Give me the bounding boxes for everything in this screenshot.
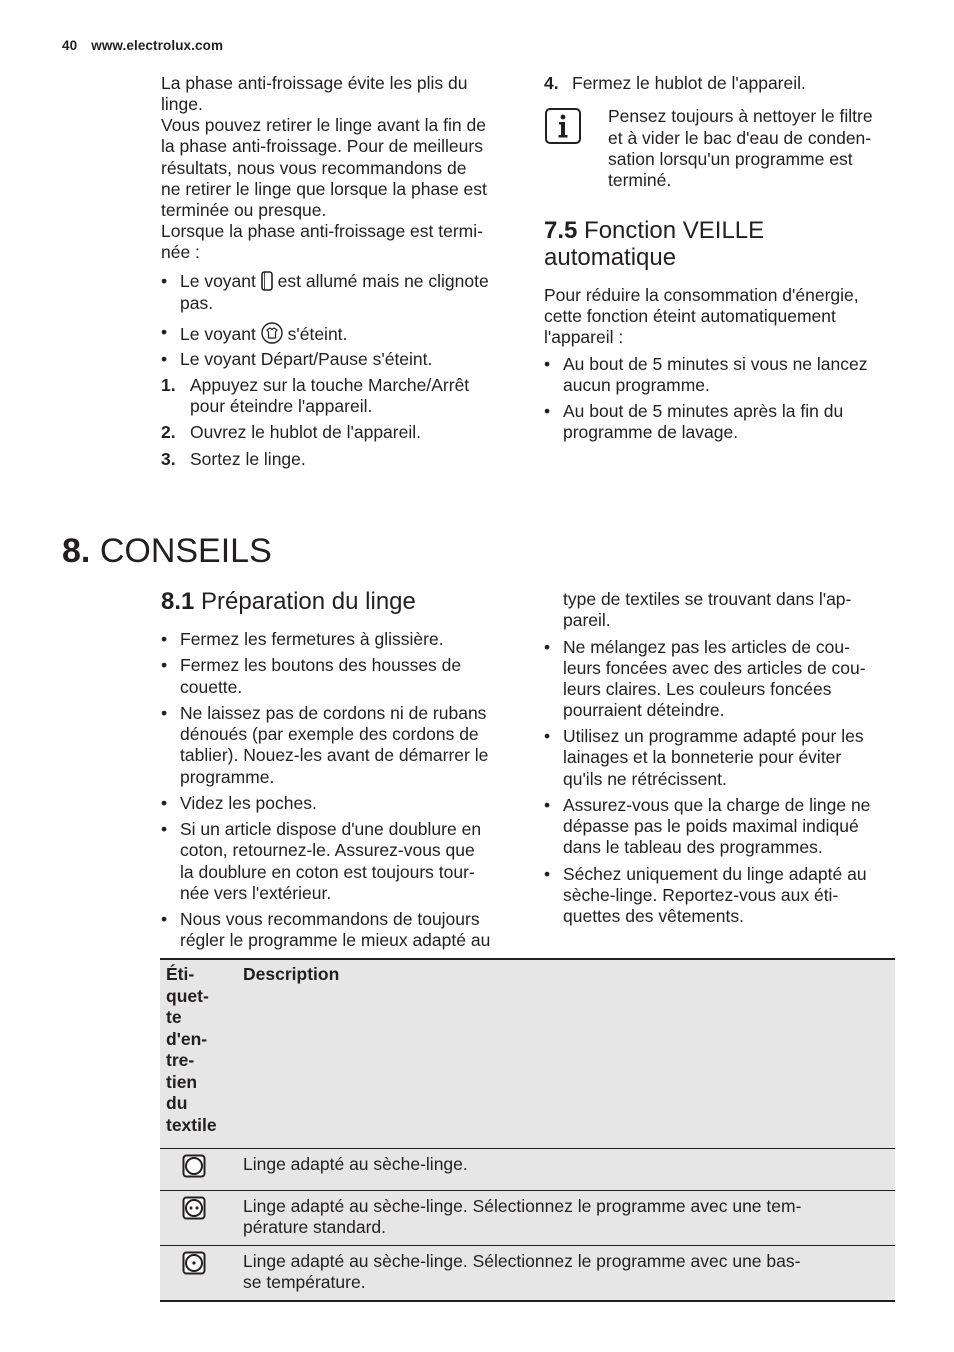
page-header — [62, 38, 223, 53]
section-title: Fonction VEILLE — [584, 217, 765, 244]
list-item-cont: tablier). Nouez-les avant de démarrer le — [180, 745, 489, 765]
table-row — [160, 1190, 895, 1245]
text-line: La phase anti-froissage évite les plis du — [161, 73, 468, 93]
text-line: Pour réduire la consommation d'énergie, — [544, 285, 859, 305]
step-text: pour éteindre l'appareil. — [190, 396, 373, 416]
list-item: • Le voyant Départ/Pause s'éteint. — [180, 349, 432, 370]
list-item-cont: quettes des vêtements. — [563, 906, 744, 926]
list-item-cont: sèche-linge. Reportez-vous aux éti- — [563, 885, 839, 905]
header-line: Éti- — [166, 964, 195, 984]
text-line: ne retirer le linge que lorsque la phase est — [161, 179, 487, 199]
list-item-cont: aucun programme. — [563, 375, 710, 395]
header-line: tien — [166, 1071, 198, 1092]
chapter-number: 8. — [62, 532, 91, 570]
list-item: • Assurez-vous que la charge de linge ne — [563, 795, 870, 816]
list-item: • Séchez uniquement du linge adapté au — [563, 864, 867, 885]
description-line: Linge adapté au sèche-linge. Sélectionnez le programme avec une tem- — [243, 1195, 802, 1216]
list-item-cont: dans le tableau des programmes. — [563, 837, 823, 857]
column-header-care-label — [160, 959, 237, 1149]
section-heading — [544, 217, 764, 271]
list-item: • Si un article dispose d'une doublure en — [180, 819, 481, 840]
list-item-cont: type de textiles se trouvant dans l'ap- — [563, 589, 852, 609]
header-line: textile — [166, 1114, 217, 1135]
care-symbol-cell — [160, 1149, 237, 1191]
list-item: • Nous vous recommandons de toujours — [180, 909, 480, 930]
list-item-cont: couette. — [180, 677, 243, 697]
text-line: linge. — [161, 94, 203, 114]
info-icon — [545, 108, 581, 149]
step-number: 1. — [161, 375, 176, 395]
header-line: quet- — [166, 985, 209, 1006]
section-number: 8.1 — [161, 588, 195, 615]
list-item-cont: pourraient déteindre. — [563, 700, 725, 720]
description-cell — [237, 1245, 895, 1301]
chapter-heading — [62, 533, 272, 569]
text-line: Pensez toujours à nettoyer le filtre — [608, 106, 873, 126]
list-item: • Ne mélangez pas les articles de cou- — [563, 637, 850, 658]
step-text: Sortez le linge. — [190, 449, 306, 469]
description-line: Linge adapté au sèche-linge. — [243, 1154, 468, 1174]
list-item-cont: leurs foncées avec des articles de cou- — [563, 658, 866, 678]
step-text: Fermez le hublot de l'appareil. — [572, 73, 806, 93]
list-item-cont: née vers l'extérieur. — [180, 883, 332, 903]
description-cell — [237, 1149, 895, 1191]
list-item: • Fermez les boutons des housses de — [180, 655, 461, 676]
step-text: Ouvrez le hublot de l'appareil. — [190, 422, 421, 442]
step-text: Appuyez sur la touche Marche/Arrêt — [190, 375, 470, 395]
description-line: se température. — [243, 1272, 366, 1292]
step-number: 4. — [544, 73, 559, 93]
tumble-dry-normal-temp-icon — [182, 1204, 206, 1224]
list-item: • Videz les poches. — [180, 793, 317, 814]
page-number: 40 — [62, 38, 78, 53]
list-item-cont: régler le programme le mieux adapté au — [180, 930, 491, 950]
text-line: terminé. — [608, 170, 672, 190]
list-item: • Au bout de 5 minutes après la fin du — [563, 401, 843, 422]
description-line: Linge adapté au sèche-linge. Sélectionnez le programme avec une bas- — [243, 1250, 801, 1271]
list-item: • Utilisez un programme adapté pour les — [563, 726, 864, 747]
header-line: du — [166, 1093, 188, 1113]
list-item-cont: lainages et la bonneterie pour éviter — [563, 747, 842, 767]
site-url: www.electrolux.com — [91, 38, 224, 53]
text-line: terminée ou presque. — [161, 200, 327, 220]
column-header-description: Description — [237, 959, 895, 1149]
table-row — [160, 1245, 895, 1301]
list-item-cont: programme de lavage. — [563, 422, 739, 442]
header-line: te — [166, 1007, 182, 1027]
table-row — [160, 1149, 895, 1191]
text-line: résultats, nous vous recommandons de — [161, 158, 467, 178]
list-item-cont: coton, retournez-le. Assurez-vous que — [180, 840, 475, 860]
list-item-text: Le voyant — [180, 271, 256, 291]
list-item-text: Le voyant — [180, 324, 256, 344]
text-line: sation lorsqu'un programme est — [608, 149, 853, 169]
description-line: pérature standard. — [243, 1217, 387, 1237]
list-item: • Ne laissez pas de cordons ni de rubans — [180, 703, 486, 724]
subsection-heading — [161, 588, 416, 615]
care-symbol-cell — [160, 1245, 237, 1301]
list-item-cont: dépasse pas le poids maximal indiqué — [563, 816, 859, 836]
step-number: 3. — [161, 449, 176, 469]
tumble-dry-low-temp-icon — [182, 1259, 206, 1279]
table-header-row — [160, 959, 895, 1149]
list-item-cont: la doublure en coton est toujours tour- — [180, 862, 475, 882]
list-item-cont: dénoués (par exemple des cordons de — [180, 724, 479, 744]
list-item-text: est allumé mais ne clignote — [277, 271, 489, 291]
list-item — [180, 271, 489, 296]
list-item: • Au bout de 5 minutes si vous ne lancez — [563, 354, 868, 375]
chapter-title: CONSEILS — [99, 532, 272, 570]
door-light-icon — [261, 271, 273, 296]
description-cell — [237, 1190, 895, 1245]
list-item-cont: leurs claires. Les couleurs foncées — [563, 679, 832, 699]
list-item — [180, 322, 347, 349]
text-line: Lorsque la phase anti-froissage est termi- — [161, 221, 483, 241]
text-line: née : — [161, 242, 200, 262]
list-item-cont: programme. — [180, 767, 275, 787]
list-item: • Fermez les fermetures à glissière. — [180, 629, 444, 650]
header-line: d'en- — [166, 1028, 208, 1049]
list-item-text: s'éteint. — [287, 324, 348, 344]
list-item-cont: pas. — [180, 293, 214, 313]
text-line: la phase anti-froissage. Pour de meilleurs — [161, 136, 483, 156]
section-number: 7.5 — [544, 217, 578, 244]
anti-crease-icon — [261, 322, 283, 349]
list-item-cont: qu'ils ne rétrécissent. — [563, 769, 727, 789]
section-title: Préparation du linge — [201, 588, 416, 615]
header-line: tre- — [166, 1050, 195, 1070]
care-label-table — [160, 958, 895, 1302]
tumble-dry-icon — [182, 1162, 206, 1182]
care-symbol-cell — [160, 1190, 237, 1245]
text-line: cette fonction éteint automatiquement — [544, 306, 836, 326]
text-line: l'appareil : — [544, 327, 624, 347]
step-number: 2. — [161, 422, 176, 442]
list-item-cont: pareil. — [563, 610, 611, 630]
text-line: et à vider le bac d'eau de conden- — [608, 128, 872, 148]
section-title: automatique — [544, 244, 677, 271]
text-line: Vous pouvez retirer le linge avant la fin de — [161, 115, 486, 135]
